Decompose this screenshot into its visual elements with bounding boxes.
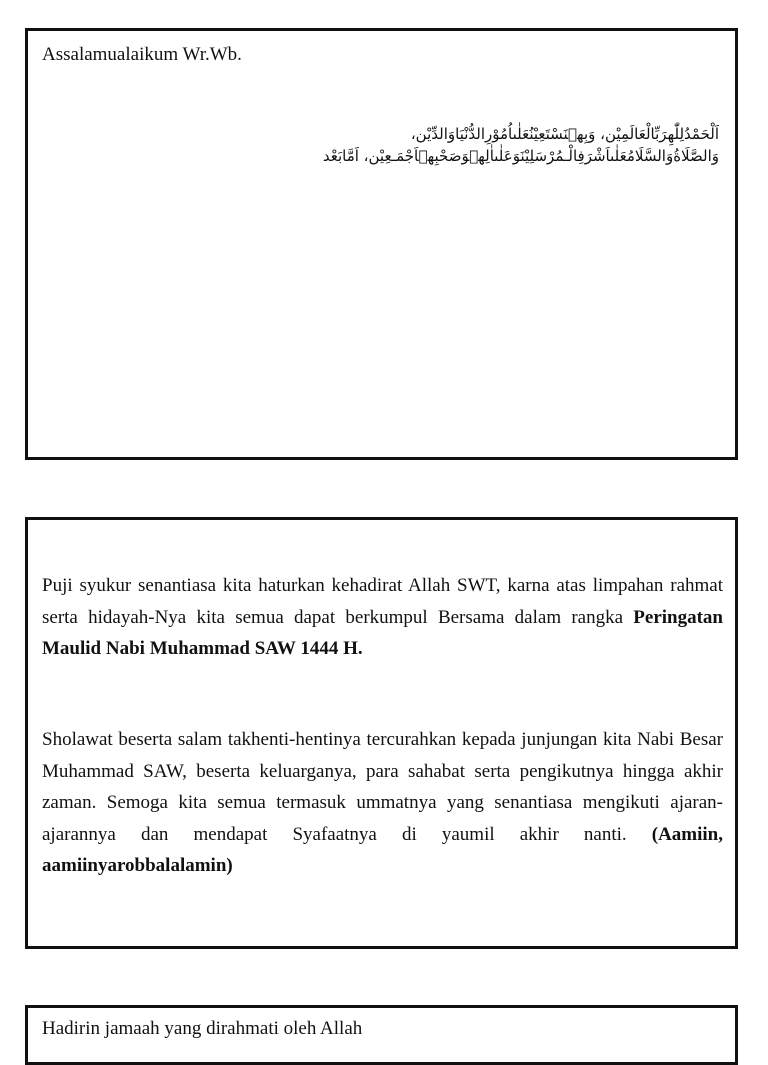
- next-card: [25, 1005, 738, 1065]
- praise-text: Puji syukur senantiasa kita haturkan kehadirat Allah SWT, karna atas limpahan rahmat serta hidayah-Nya kita semua dapat berkumpul Bersama dalam rangka: [42, 575, 723, 628]
- praise-card: [25, 517, 738, 949]
- aamiin-text: (Aamiin, aamiinyarobbalalamin): [42, 823, 723, 876]
- praise-paragraph: [42, 570, 723, 665]
- sholawat-paragraph: [42, 724, 723, 882]
- arabic-opening: [59, 123, 719, 167]
- next-card-text: Hadirin jamaah yang dirahmati oleh Allah: [42, 1018, 363, 1039]
- event-title: Peringatan Maulid Nabi Muhammad SAW 1444 H.: [42, 606, 723, 659]
- arabic-line-1: اَلْحَمْدُلِلّٰهِرَبِّالْعَالَمِيْن، وَبِهٖنَسْتَعِيْنُعَلٰىاُمُوْرِالدُّنْيَاوَالدِّيْن،: [410, 125, 719, 143]
- sholawat-text: Sholawat beserta salam takhenti-hentinya tercurahkan kepada junjungan kita Nabi Besar Muhammad SAW, beserta keluarganya, para sahabat serta pengikutnya hingga akhir zaman. Semoga kita semua termasuk ummatnya yang senantiasa mengikuti ajaran-ajarannya dan mendapat Syafaatnya di yaumil akhir nanti.: [42, 729, 723, 845]
- greeting-text: Assalamualaikum Wr.Wb.: [42, 44, 242, 65]
- arabic-line-2: وَالصَّلَاةُوَالسَّلَامُعَلٰىاَشْرَفِالْـمُرْسَلِيْنَوَعَلٰىاٰلِهٖوَصَحْبِهٖاَجْمَـعِيْن، اَمَّابَعْد: [322, 147, 719, 165]
- opening-card: [25, 28, 738, 460]
